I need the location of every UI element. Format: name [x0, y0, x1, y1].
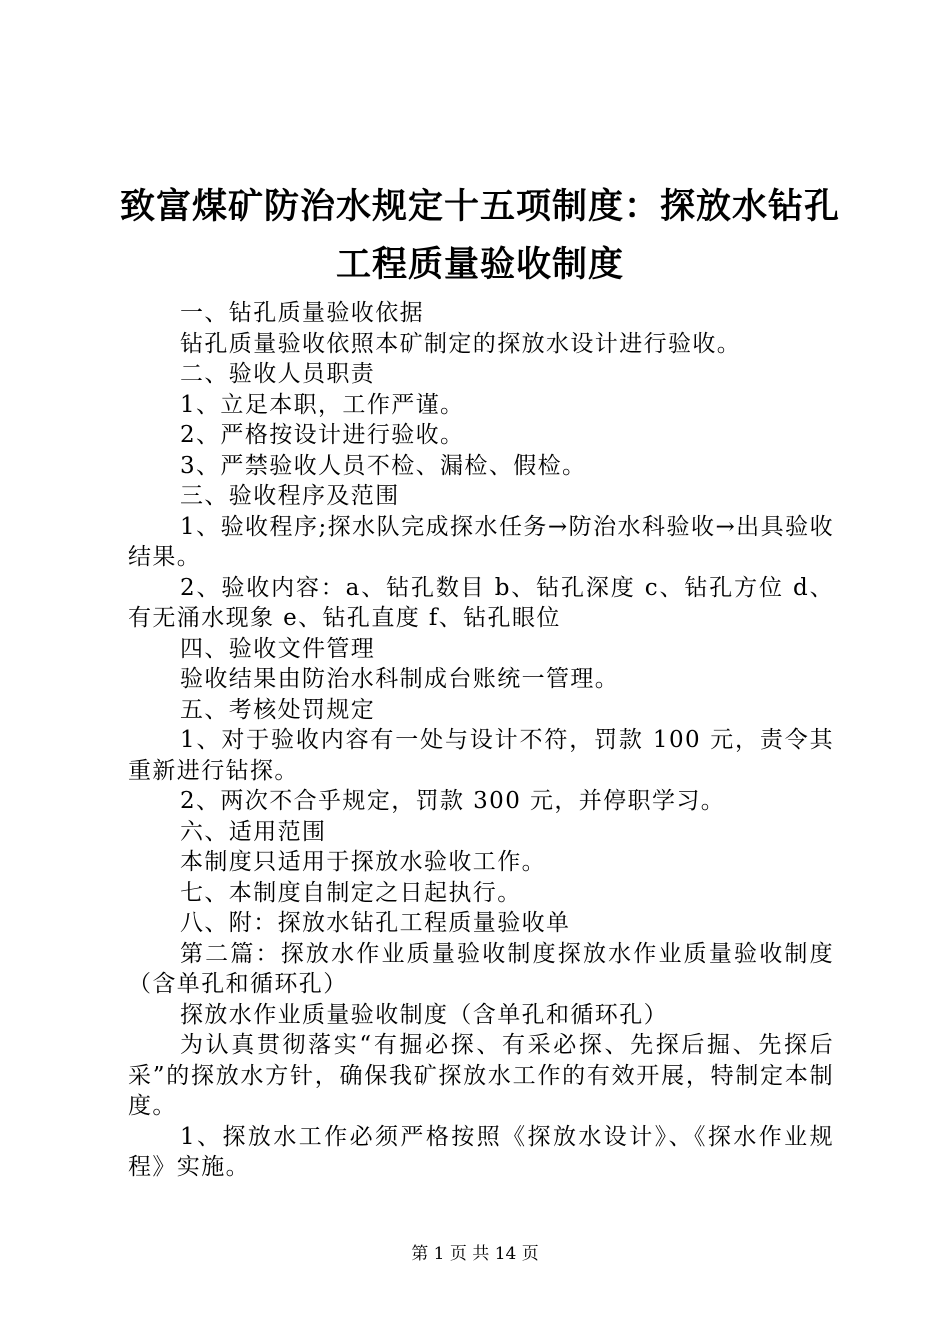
paragraph: 1、立足本职，工作严谨。 — [180, 391, 465, 418]
paragraph: 3、严禁验收人员不检、漏检、假检。 — [180, 452, 587, 479]
page-footer: 第 1 页 共 14 页 — [411, 1244, 539, 1264]
paragraph: 1、探放水工作必须严格按照《探放水设计》、《探水作业规程》实施。 — [128, 1123, 834, 1180]
paragraph: 2、严格按设计进行验收。 — [180, 422, 465, 448]
paragraph: 本制度只适用于探放水验收工作。 — [180, 849, 546, 875]
paragraph: 六、适用范围 — [180, 818, 327, 845]
paragraph: 二、验收人员职责 — [180, 361, 376, 387]
paragraph: 为认真贯彻落实“有掘必探、有采必探、先探后掘、先探后采”的探放水方针，确保我矿探放水工作的有效开展，特制定本制度。 — [128, 1032, 834, 1119]
paragraph: 第二篇：探放水作业质量验收制度探放水作业质量验收制度（含单孔和循环孔） — [128, 940, 834, 997]
document-title — [120, 178, 840, 294]
document-body — [128, 298, 834, 1183]
title-line-1: 致富煤矿防治水规定十五项制度：探放水钻孔 — [120, 186, 841, 227]
paragraph: 一、钻孔质量验收依据 — [180, 300, 424, 326]
paragraph: 七、本制度自制定之日起执行。 — [180, 879, 522, 906]
title-line-2: 工程质量验收制度 — [335, 244, 624, 285]
paragraph: 八、附：探放水钻孔工程质量验收单 — [180, 910, 571, 936]
paragraph: 五、考核处罚规定 — [180, 696, 376, 723]
paragraph: 钻孔质量验收依照本矿制定的探放水设计进行验收。 — [180, 330, 742, 357]
paragraph: 探放水作业质量验收制度（含单孔和循环孔） — [180, 1001, 668, 1028]
paragraph: 1、验收程序;探水队完成探水任务→防治水科验收→出具验收结果。 — [128, 513, 834, 570]
paragraph: 1、对于验收内容有一处与设计不符，罚款 100 元，责令其重新进行钻探。 — [128, 727, 834, 784]
paragraph: 四、验收文件管理 — [180, 635, 376, 662]
paragraph: 2、验收内容：a、钻孔数目 b、钻孔深度 c、钻孔方位 d、有无涌水现象 e、钻孔直度 f、钻孔眼位 — [128, 574, 834, 631]
paragraph: 2、两次不合乎规定，罚款 300 元，并停职学习。 — [180, 788, 726, 814]
paragraph: 三、验收程序及范围 — [180, 483, 400, 509]
paragraph: 验收结果由防治水科制成台账统一管理。 — [180, 666, 620, 692]
